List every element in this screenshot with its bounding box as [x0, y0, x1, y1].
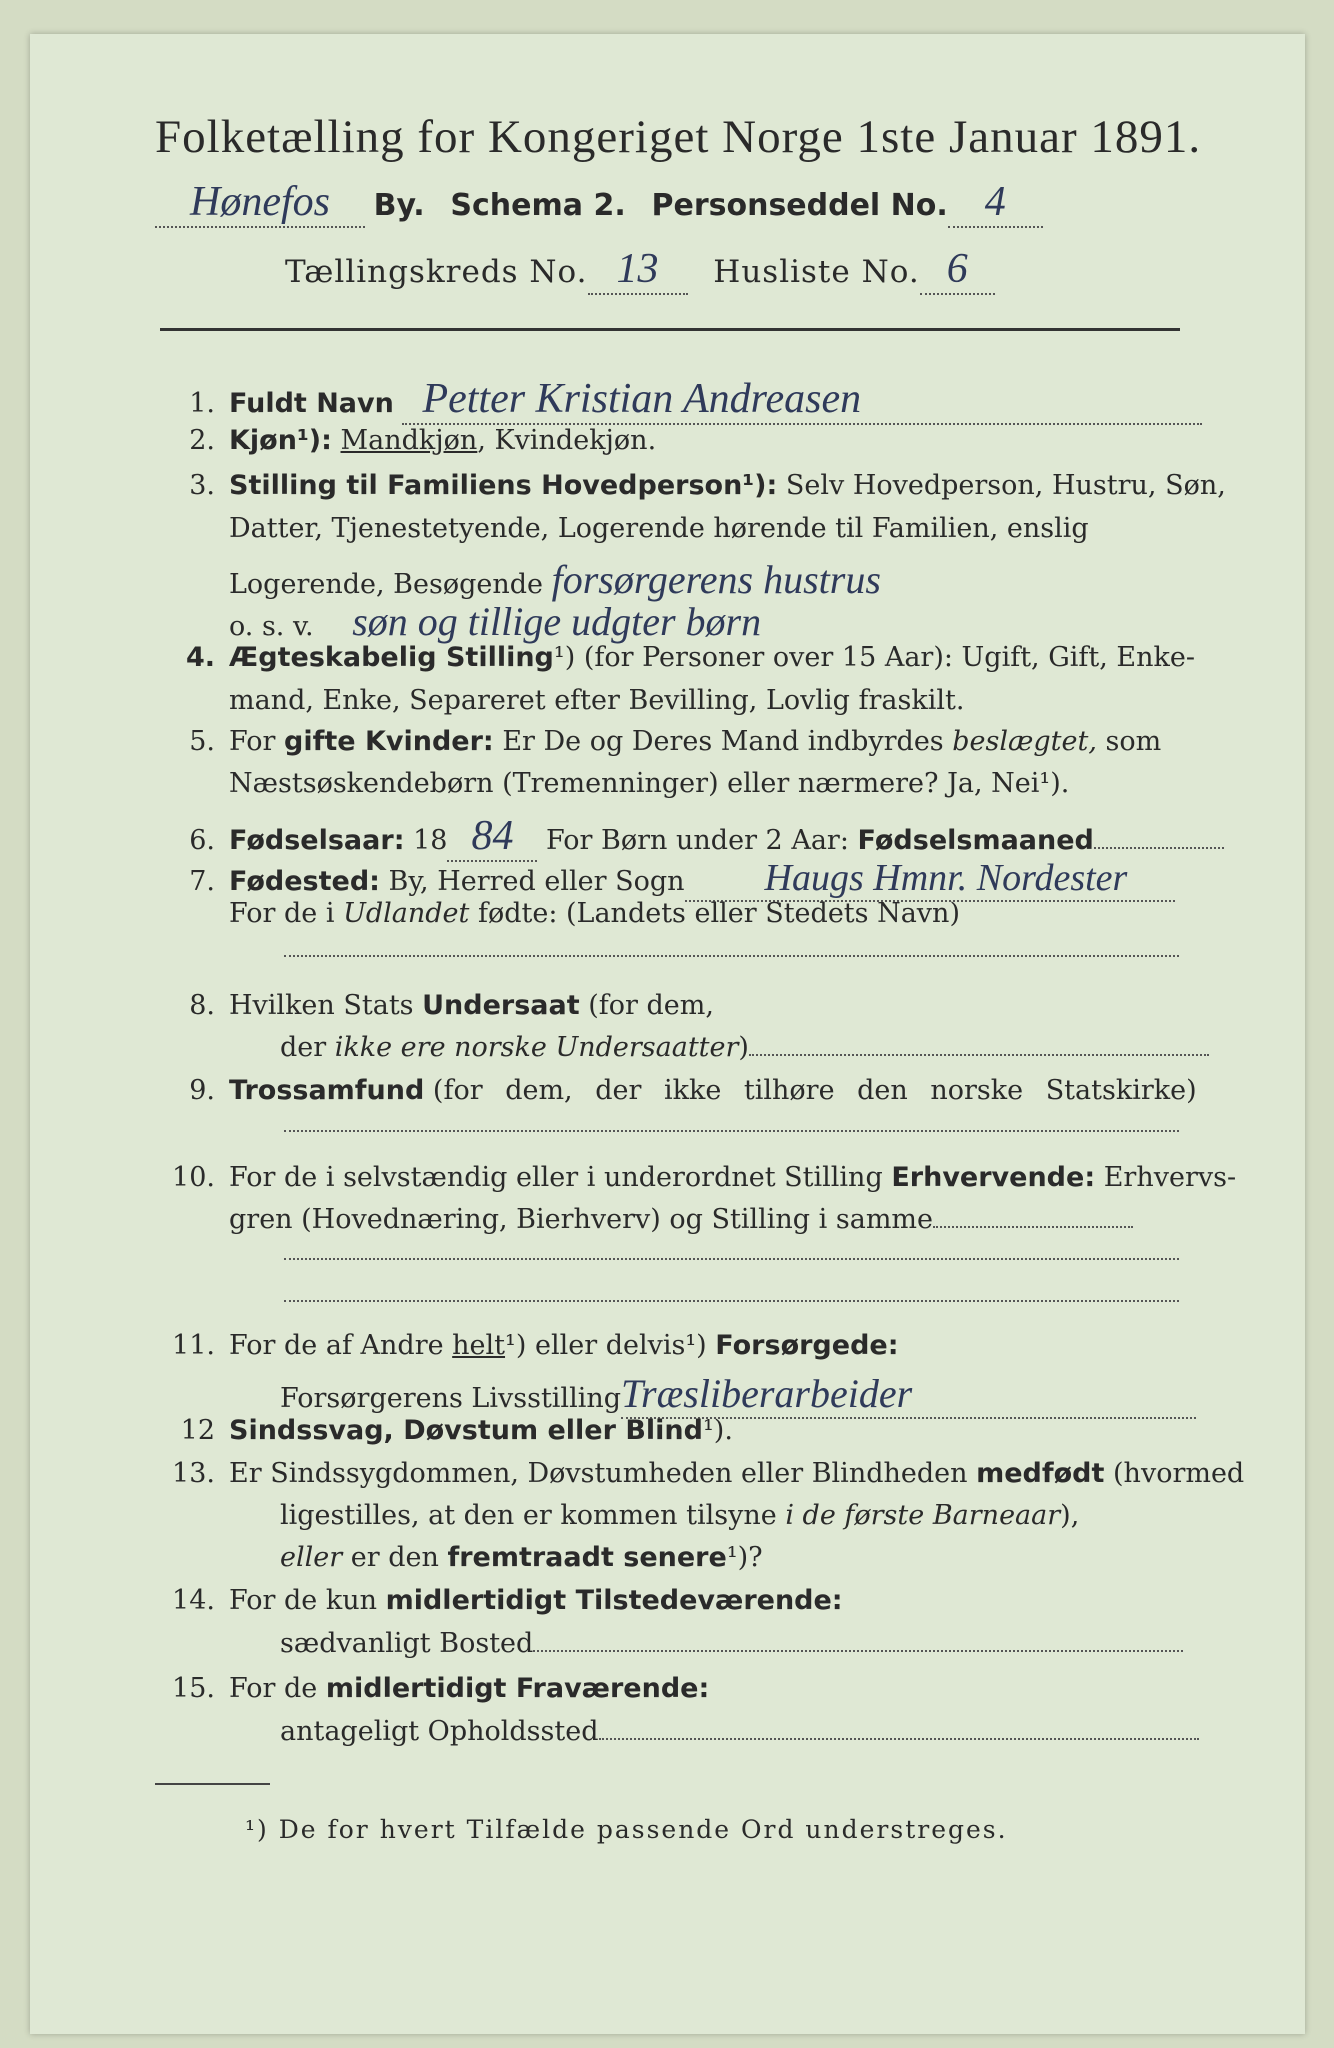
q9-label: Trossamfund — [229, 1075, 425, 1106]
q3-label: Stilling til Familiens Hovedperson¹): — [229, 470, 778, 501]
q6-number: 6. — [189, 825, 215, 856]
q11-label: Forsørgede: — [715, 1330, 899, 1361]
q13-text3c: ¹)? — [726, 1542, 763, 1573]
q13-text3a: eller — [280, 1542, 343, 1573]
q12-label: Sindssvag, Døvstum eller Blind — [229, 1415, 703, 1446]
q7-text2b-udlandet: Udlandet — [343, 898, 470, 929]
q13-number: 13. — [172, 1458, 215, 1489]
q3-answer-line2-handwritten: søn og tillige udgter børn — [352, 599, 762, 644]
q7-text2c: fødte: (Landets eller Stedets Navn) — [477, 898, 960, 929]
q10-number: 10. — [172, 1162, 215, 1193]
q3-text-line4: o. s. v. — [229, 611, 314, 642]
q5-label: gifte Kvinder: — [284, 726, 494, 757]
q2-option-mandkjon-underlined: Mandkjøn — [340, 425, 478, 456]
form-title: Folketælling for Kongeriget Norge 1ste Januar 1891. — [155, 111, 1202, 163]
q10-blank-line-1 — [284, 1258, 1179, 1260]
q13-text2b: i de første Barneaar — [785, 1500, 1061, 1531]
q8-label: Undersaat — [422, 990, 580, 1021]
by-label: By. — [373, 188, 425, 223]
personseddel-number: 4 — [984, 179, 1006, 225]
q10-line2 — [229, 1204, 1259, 1235]
q14-number: 14. — [172, 1585, 215, 1616]
q8-line2: der ikke ere norske Undersaatter) — [280, 1032, 1310, 1063]
q11-text1b: ¹) eller delvis¹) — [505, 1330, 707, 1361]
husliste-label: Husliste No. — [713, 254, 920, 290]
q7-label: Fødested: — [229, 866, 380, 897]
q15-text2: antageligt Opholdssted — [280, 1716, 599, 1747]
q13-label: medfødt — [976, 1458, 1105, 1489]
personseddel-label: Personseddel No. — [651, 188, 948, 223]
q6-label-maaned: Fødselsmaaned — [857, 825, 1094, 856]
q1-label: Fuldt Navn — [229, 388, 394, 419]
q8-text2b: ikke ere norske Undersaatter — [334, 1032, 739, 1063]
footnote: ¹) De for hvert Tilfælde passende Ord understreges. — [245, 1815, 1008, 1844]
q15-label: midlertidigt Fraværende: — [325, 1673, 710, 1704]
question-3 — [155, 470, 1226, 501]
q8-text2a: der — [280, 1032, 327, 1063]
q4-label: Ægteskabelig Stilling — [229, 642, 554, 673]
question-14 — [155, 1585, 1185, 1616]
q13-text1: Er Sindssygdommen, Døvstumheden eller Blindheden — [229, 1458, 968, 1489]
q11-answer-handwritten: Træsliberarbeider — [621, 1371, 913, 1416]
q13-line3 — [280, 1542, 1310, 1573]
q3-line4 — [229, 598, 1259, 645]
question-8 — [155, 990, 1185, 1021]
q2-option-kvindekjon: , Kvindekjøn. — [477, 425, 657, 456]
kreds-number: 13 — [616, 246, 659, 292]
q15-text1a: For de — [229, 1673, 318, 1704]
q12-number: 12 — [180, 1415, 215, 1446]
question-10 — [155, 1162, 1237, 1193]
q10-text2: gren (Hovednæring, Bierhverv) og Stilling i samme — [229, 1204, 934, 1235]
q10-label: Erhvervende: — [891, 1162, 1096, 1193]
question-6 — [155, 812, 1185, 862]
q4-text-line1: ¹) (for Personer over 15 Aar): Ugift, Gift, Enke- — [553, 642, 1195, 673]
q15-number: 15. — [172, 1673, 215, 1704]
question-9 — [155, 1075, 1197, 1106]
q3-text-line1: Selv Hovedperson, Hustru, Søn, — [785, 470, 1226, 501]
q2-number: 2. — [189, 425, 215, 456]
q12-end: ¹). — [702, 1415, 733, 1446]
kreds-label: Tællingskreds No. — [285, 254, 588, 290]
q6-year-prefix: 18 — [413, 825, 448, 856]
q8-text1b: (for dem, — [588, 990, 714, 1021]
q10-text1: For de i selvstændig eller i underordnet Stilling — [229, 1162, 883, 1193]
q15-line2 — [280, 1716, 1310, 1747]
header-rule — [160, 328, 1180, 331]
husliste-number: 6 — [946, 246, 968, 292]
q8-text1a: Hvilken Stats — [229, 990, 414, 1021]
q10-text1b: Erhvervs- — [1103, 1162, 1237, 1193]
question-13 — [155, 1458, 1245, 1489]
q4-number: 4. — [185, 642, 215, 673]
q3-text-line2: Datter, Tjenestetyende, Logerende hørende til Familien, enslig — [229, 513, 1089, 544]
q5-text-beslaegtet: beslægtet, — [952, 726, 1097, 757]
question-7 — [155, 856, 1185, 902]
q9-blank-line — [284, 1130, 1179, 1132]
footnote-rule — [155, 1783, 270, 1785]
q11-number: 11. — [172, 1330, 215, 1361]
q13-text3b: er den — [350, 1542, 439, 1573]
q8-number: 8. — [189, 990, 215, 1021]
q14-text2: sædvanligt Bosted — [280, 1628, 534, 1659]
q14-text1a: For de kun — [229, 1585, 377, 1616]
question-5 — [155, 726, 1185, 757]
city-handwritten: Hønefos — [190, 179, 330, 225]
header-kreds-line — [285, 245, 1315, 295]
q6-label: Fødselsaar: — [229, 825, 405, 856]
question-12 — [155, 1415, 1185, 1446]
q6-year-handwritten: 84 — [471, 813, 514, 859]
q13-text2c: ), — [1060, 1500, 1080, 1531]
q11-text2: Forsørgerens Livsstilling — [280, 1383, 622, 1414]
q5-number: 5. — [189, 726, 215, 757]
q1-number: 1. — [189, 388, 215, 419]
q5-text-line2: Næstsøskendebørn (Tremenninger) eller nærmere? Ja, Nei¹). — [229, 768, 1070, 799]
q11-line2 — [280, 1370, 1310, 1419]
question-11 — [155, 1330, 1185, 1361]
q7-line2 — [229, 898, 1259, 929]
q13-text2a: ligestilles, at den er kommen tilsyne — [280, 1500, 777, 1531]
q3-number: 3. — [189, 470, 215, 501]
q3-answer-line1-handwritten: forsørgerens hustrus — [551, 557, 881, 602]
q1-answer-handwritten: Petter Kristian Andreasen — [422, 376, 862, 422]
q13-line2 — [280, 1500, 1310, 1531]
q14-label: midlertidigt Tilstedeværende: — [385, 1585, 843, 1616]
schema-label: Schema 2. — [450, 188, 626, 223]
question-2 — [155, 425, 1185, 456]
q10-blank-line-2 — [284, 1300, 1179, 1302]
question-15 — [155, 1673, 1185, 1704]
q7-text2a: For de i — [229, 898, 335, 929]
q9-number: 9. — [189, 1075, 215, 1106]
q3-text-line3: Logerende, Besøgende — [229, 569, 543, 600]
header-city-line — [155, 178, 1185, 228]
q3-line3 — [229, 556, 1259, 603]
q13-label2: fremtraadt senere — [447, 1542, 727, 1573]
q4-text-line2: mand, Enke, Separeret efter Bevilling, Lovlig fraskilt. — [229, 685, 965, 716]
q9-text: (for dem, der ikke tilhøre den norske Statskirke) — [432, 1075, 1197, 1106]
q5-text-som: som — [1105, 726, 1162, 757]
q7-blank-line — [284, 955, 1179, 957]
question-1 — [155, 375, 1185, 425]
q11-text1a: For de af Andre — [229, 1330, 444, 1361]
q7-text: By, Herred eller Sogn — [388, 866, 685, 897]
q6-text: For Børn under 2 Aar: — [546, 825, 849, 856]
q11-helt-underlined: helt — [452, 1330, 506, 1361]
question-4 — [155, 642, 1195, 673]
q7-answer-handwritten: Haugs Hmnr. Nordester — [764, 857, 1128, 899]
q14-line2 — [280, 1628, 1310, 1659]
q5-text-line1: Er De og Deres Mand indbyrdes — [502, 726, 944, 757]
q7-number: 7. — [189, 866, 215, 897]
q5-text-for: For — [229, 726, 276, 757]
q13-text1b: (hvormed — [1113, 1458, 1245, 1489]
q2-label: Kjøn¹): — [229, 425, 332, 456]
